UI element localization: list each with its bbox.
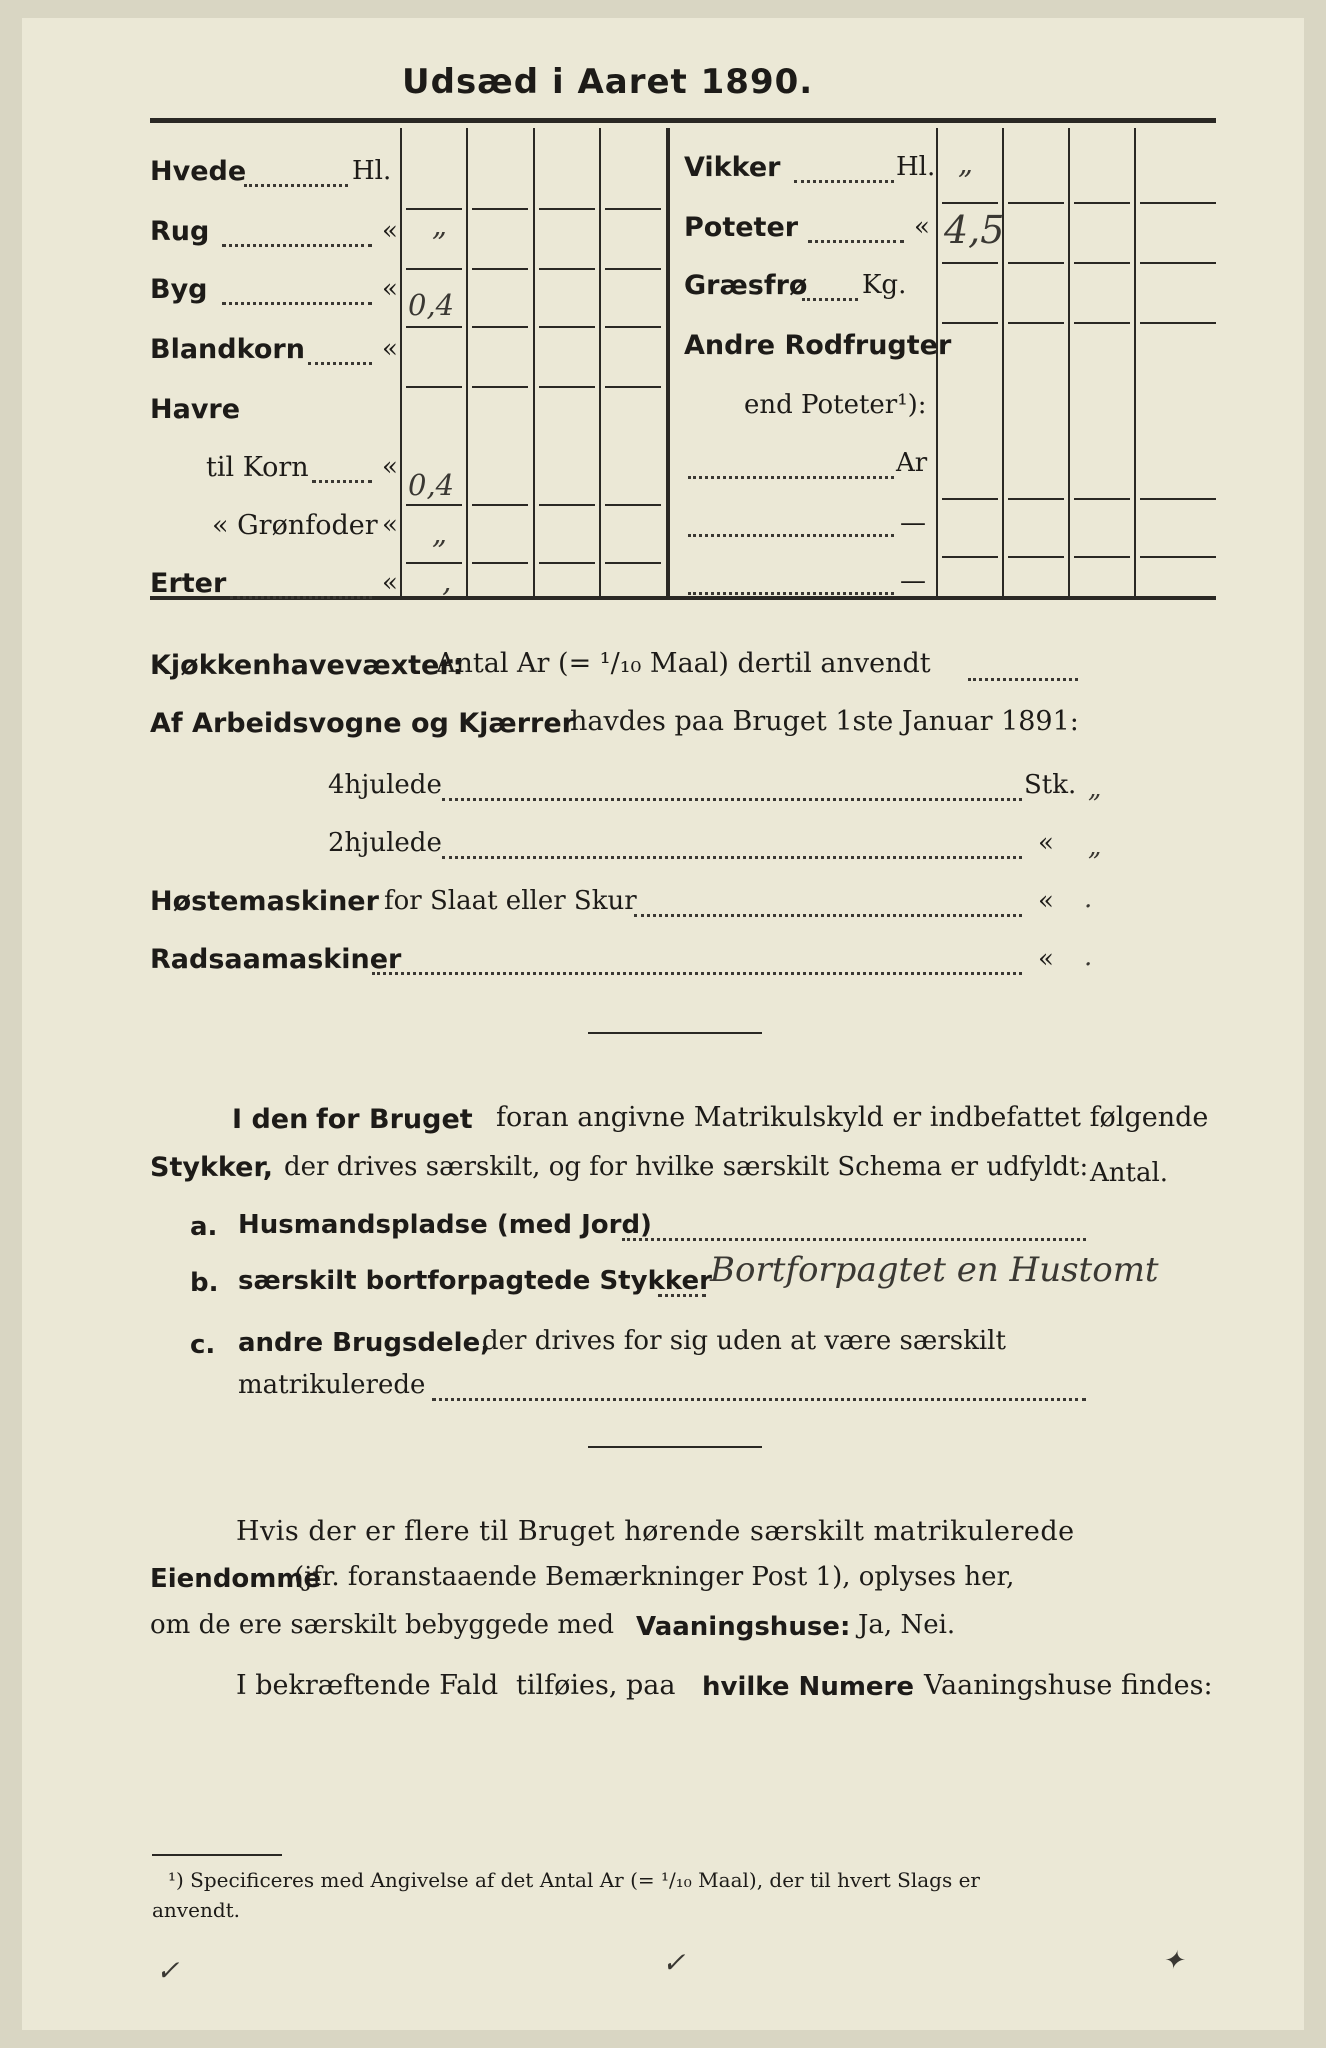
row-unit-byg: « bbox=[382, 274, 398, 304]
cell-line bbox=[539, 326, 595, 328]
cell-line bbox=[1074, 498, 1130, 500]
footnote-rule bbox=[152, 1854, 282, 1856]
cell-line bbox=[406, 326, 462, 328]
item-label-a: Husmandspladse (med Jord) bbox=[238, 1210, 652, 1240]
matrikul-l1-b: for Bruget bbox=[316, 1104, 473, 1135]
row-label-erter: Erter bbox=[150, 568, 227, 599]
row-unit-graesfro: Kg. bbox=[862, 270, 907, 300]
cell-line bbox=[942, 322, 998, 324]
equipment-unit-4hjulede: Stk. bbox=[1024, 770, 1077, 800]
hvis-line-4c: hvilke Numere bbox=[702, 1672, 915, 1702]
leader-dots bbox=[794, 180, 894, 183]
item-text-c-2: matrikulerede bbox=[238, 1370, 426, 1400]
row-label-andre-rodfrugter: Andre Rodfrugter bbox=[684, 330, 952, 361]
row-label-poteter: Poteter bbox=[684, 212, 799, 243]
row-value-rug: „ bbox=[432, 208, 448, 242]
cell-line bbox=[605, 208, 661, 210]
hvis-line-2b: (jfr. foranstaaende Bemærkninger Post 1), oplyses her, bbox=[294, 1562, 1015, 1592]
cell-line bbox=[1140, 556, 1216, 558]
leader-dots bbox=[688, 476, 894, 479]
leader-dots bbox=[442, 856, 1022, 859]
matrikul-l2-a: Stykker, bbox=[150, 1152, 274, 1183]
cell-line bbox=[605, 268, 661, 270]
row-unit-til-korn: « bbox=[382, 452, 398, 482]
row-unit-blandkorn: « bbox=[382, 334, 398, 364]
row-label-blandkorn: Blandkorn bbox=[150, 334, 305, 365]
table-top-rule bbox=[150, 118, 1216, 123]
row-value-byg: 0,4 bbox=[408, 288, 455, 322]
row-label-til-korn: til Korn bbox=[206, 452, 309, 483]
row-label-rug: Rug bbox=[150, 216, 210, 247]
hvis-line-4b: tilføies, paa bbox=[516, 1670, 676, 1701]
hvis-line-1: Hvis der er flere til Bruget hørende særskilt matrikulerede bbox=[236, 1516, 1075, 1547]
matrikul-l1-c: foran angivne Matrikulskyld er indbefattet følgende bbox=[496, 1102, 1209, 1133]
leader-dots bbox=[658, 1294, 706, 1297]
arbeid-text: havdes paa Bruget 1ste Januar 1891: bbox=[570, 706, 1079, 737]
cell-line bbox=[1140, 322, 1216, 324]
item-letter-b: b. bbox=[190, 1268, 219, 1298]
cell-line bbox=[406, 268, 462, 270]
cell-line bbox=[1008, 556, 1064, 558]
cell-line bbox=[605, 562, 661, 564]
cell-line bbox=[539, 504, 595, 506]
cell-line bbox=[539, 208, 595, 210]
item-label-b: særskilt bortforpagtede Stykker bbox=[238, 1266, 712, 1296]
row-unit-hvede: Hl. bbox=[352, 156, 392, 186]
table-center-divider bbox=[666, 128, 670, 596]
row-unit-poteter: « bbox=[914, 212, 930, 242]
cell-line bbox=[1008, 262, 1064, 264]
leader-dots bbox=[308, 362, 372, 365]
row-value-poteter: 4,5 bbox=[944, 208, 1005, 252]
cell-line bbox=[472, 326, 528, 328]
leader-dots bbox=[808, 240, 904, 243]
left-col-line-3 bbox=[533, 128, 535, 596]
equipment-unit-radsaamaskiner: « bbox=[1038, 944, 1054, 974]
cell-line bbox=[406, 504, 462, 506]
row-unit-ar: Ar bbox=[896, 448, 928, 478]
leader-dots bbox=[634, 914, 1022, 917]
cell-line bbox=[406, 562, 462, 564]
row-value-erter: ‚ bbox=[442, 564, 452, 598]
leader-dots bbox=[244, 184, 348, 187]
cell-line bbox=[539, 386, 595, 388]
row-unit-dash-2: — bbox=[900, 566, 926, 596]
hvis-line-3a: om de ere særskilt bebyggede med bbox=[150, 1610, 615, 1640]
row-unit-dash-1: — bbox=[900, 508, 926, 538]
matrikul-l2-b: der drives særskilt, og for hvilke særskilt Schema er udfyldt: bbox=[284, 1152, 1089, 1182]
cell-line bbox=[1074, 262, 1130, 264]
cell-line bbox=[472, 268, 528, 270]
item-letter-c: c. bbox=[190, 1330, 216, 1360]
cell-line bbox=[1140, 262, 1216, 264]
equipment-unit-2hjulede: « bbox=[1038, 828, 1054, 858]
leader-dots bbox=[968, 678, 1078, 681]
cell-line bbox=[605, 386, 661, 388]
right-col-line-1 bbox=[936, 128, 938, 596]
cell-line bbox=[1140, 202, 1216, 204]
leader-dots bbox=[688, 592, 894, 595]
right-col-line-3 bbox=[1068, 128, 1070, 596]
cell-line bbox=[942, 498, 998, 500]
leader-dots bbox=[802, 298, 858, 301]
cell-line bbox=[1008, 322, 1064, 324]
right-col-line-4 bbox=[1134, 128, 1136, 596]
cell-line bbox=[1008, 202, 1064, 204]
row-label-havre: Havre bbox=[150, 394, 241, 425]
equipment-unit-hostemaskiner: « bbox=[1038, 886, 1054, 916]
row-label-gronfoder: « Grønfoder bbox=[212, 510, 378, 541]
cell-line bbox=[605, 504, 661, 506]
footnote-line-1: ¹) Specificeres med Angivelse af det Antal Ar (= ¹/₁₀ Maal), der til hvert Slags er bbox=[168, 1868, 980, 1892]
row-label-hvede: Hvede bbox=[150, 156, 247, 187]
row-value-til-korn: 0,4 bbox=[408, 468, 455, 502]
hvis-line-3c: Ja, Nei. bbox=[858, 1610, 956, 1640]
equipment-label-2hjulede: 2hjulede bbox=[328, 828, 442, 858]
equipment-value-4hjulede: „ bbox=[1088, 774, 1102, 804]
cell-line bbox=[1074, 322, 1130, 324]
item-label-c: andre Brugsdele, bbox=[238, 1328, 491, 1358]
row-label-end-poteter: end Poteter¹): bbox=[744, 390, 927, 420]
equipment-label-4hjulede: 4hjulede bbox=[328, 770, 442, 800]
hvis-line-4a: I bekræftende Fald bbox=[236, 1670, 499, 1701]
equipment-label-radsaamaskiner: Radsaamaskiner bbox=[150, 944, 402, 975]
leader-dots bbox=[312, 480, 372, 483]
leader-dots bbox=[230, 596, 372, 599]
antal-header: Antal. bbox=[1090, 1158, 1169, 1188]
equipment-value-2hjulede: „ bbox=[1088, 832, 1102, 862]
kjokken-label: Kjøkkenhavevæxter: bbox=[150, 650, 464, 681]
row-label-vikker: Vikker bbox=[684, 152, 781, 183]
right-col-line-2 bbox=[1002, 128, 1004, 596]
kjokken-text: Antal Ar (= ¹/₁₀ Maal) dertil anvendt bbox=[436, 648, 931, 679]
item-letter-a: a. bbox=[190, 1212, 218, 1242]
cell-line bbox=[942, 556, 998, 558]
equipment-value-hostemaskiner: . bbox=[1084, 884, 1093, 914]
cell-line bbox=[406, 386, 462, 388]
leader-dots bbox=[432, 1398, 1086, 1401]
cell-line bbox=[472, 208, 528, 210]
cell-line bbox=[406, 208, 462, 210]
cell-line bbox=[605, 326, 661, 328]
page-title: Udsæd i Aaret 1890. bbox=[402, 62, 814, 102]
cell-line bbox=[1074, 202, 1130, 204]
star-mark-right: ✦ bbox=[1162, 1946, 1184, 1976]
row-unit-rug: « bbox=[382, 216, 398, 246]
equipment-value-radsaamaskiner: . bbox=[1084, 942, 1093, 972]
leader-dots bbox=[622, 1238, 1086, 1241]
row-unit-vikker: Hl. bbox=[896, 152, 936, 182]
cell-line bbox=[942, 262, 998, 264]
leader-dots bbox=[372, 972, 1022, 975]
cell-line bbox=[1008, 498, 1064, 500]
cell-line bbox=[472, 562, 528, 564]
cell-line bbox=[472, 386, 528, 388]
check-mark-center: ✓ bbox=[662, 1946, 686, 1979]
form-page bbox=[22, 18, 1304, 2030]
row-value-vikker: „ bbox=[958, 146, 974, 180]
equipment-label-hostemaskiner: Høstemaskiner bbox=[150, 886, 379, 917]
cell-line bbox=[539, 562, 595, 564]
cell-line bbox=[1074, 556, 1130, 558]
left-col-line-1 bbox=[400, 128, 402, 596]
cell-line bbox=[539, 268, 595, 270]
arbeid-label: Af Arbeidsvogne og Kjærrer bbox=[150, 708, 575, 739]
matrikul-l1-a: I den bbox=[232, 1104, 309, 1135]
cell-line bbox=[472, 504, 528, 506]
row-value-gronfoder: „ bbox=[432, 516, 448, 550]
equipment-text-hostemaskiner: for Slaat eller Skur bbox=[384, 886, 637, 916]
check-mark-left: ✓ bbox=[156, 1954, 180, 1987]
hvis-line-2a: Eiendomme bbox=[150, 1564, 322, 1594]
row-label-graesfro: Græsfrø bbox=[684, 270, 808, 301]
cell-line bbox=[942, 202, 998, 204]
hvis-line-4d: Vaaningshuse findes: bbox=[924, 1670, 1213, 1701]
left-col-line-4 bbox=[599, 128, 601, 596]
leader-dots bbox=[442, 798, 1022, 801]
row-label-byg: Byg bbox=[150, 274, 208, 305]
separator-rule bbox=[588, 1032, 762, 1034]
separator-rule-2 bbox=[588, 1446, 762, 1448]
row-unit-erter: « bbox=[382, 568, 398, 598]
footnote-line-2: anvendt. bbox=[152, 1898, 241, 1922]
row-unit-gronfoder: « bbox=[382, 510, 398, 540]
left-col-line-2 bbox=[466, 128, 468, 596]
leader-dots bbox=[688, 534, 894, 537]
hvis-line-3b: Vaaningshuse: bbox=[636, 1612, 851, 1642]
cell-line bbox=[1140, 498, 1216, 500]
leader-dots bbox=[222, 244, 372, 247]
leader-dots bbox=[222, 302, 372, 305]
item-text-c: der drives for sig uden at være særskilt bbox=[482, 1326, 1006, 1356]
item-value-b: Bortforpagtet en Hustomt bbox=[710, 1250, 1159, 1290]
